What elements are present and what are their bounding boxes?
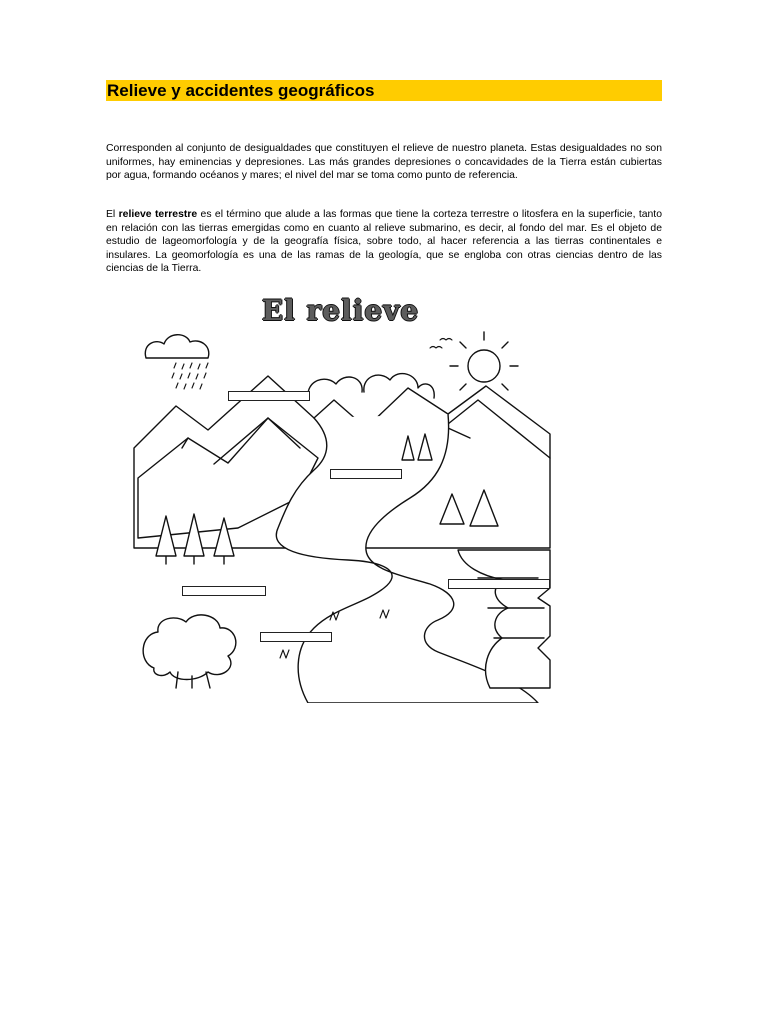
blank-label-box[interactable] (228, 391, 310, 401)
blank-label-box[interactable] (260, 632, 332, 642)
blank-label-box[interactable] (330, 469, 402, 479)
paragraph-body: es el término que alude a las formas que tiene la corteza terrestre o litosfera en la superficie, tanto en relación con las tierras emergidas como en cuanto al relieve submarino, es decir, al fondo del mar. Es el objeto de estudio de lageomorfología y de la geografía física, sobre todo, al hacer referencia a las tierras continentales e insulares. La geomorfología es una de las ramas de la geología, que se engloba con otras ciencias dentro de las ciencias de la Tierra. (106, 209, 662, 274)
paragraph-intro: Corresponden al conjunto de desigualdades que constituyen el relieve de nuestro planeta. Estas desigualdades no son uniformes, hay eminencias y depresiones. Las más grandes depresiones o concavidades de la Tierra están cubiertas por agua, formando océanos y mares; el nivel del mar se toma como punto de referencia. (106, 143, 662, 181)
relief-illustration (118, 288, 563, 703)
landscape-drawing (118, 288, 563, 703)
title-bar (106, 80, 662, 101)
figure-title: El relieve (261, 294, 420, 327)
page-title: Relieve y accidentes geográficos (107, 81, 375, 100)
rain-cloud-icon (145, 335, 208, 389)
term-relieve-terrestre: relieve terrestre (118, 209, 198, 220)
tree-icon (143, 615, 236, 688)
blank-label-box[interactable] (448, 579, 550, 589)
blank-label-box[interactable] (182, 586, 266, 596)
paragraph-relieve-terrestre (106, 208, 662, 276)
paragraph-lead: El (106, 209, 119, 220)
